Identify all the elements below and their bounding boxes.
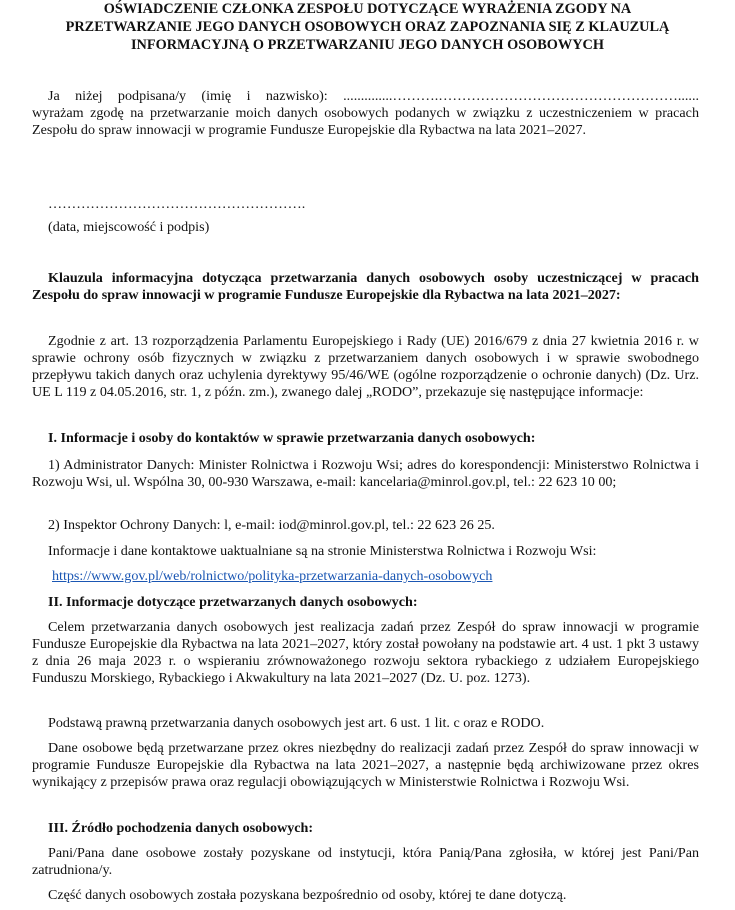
signature-caption: (data, miejscowość i podpis) [48,219,210,235]
section-2-purpose: Celem przetwarzania danych osobowych jest realizacja zadań przez Zespół do spraw innowacji w programie Fundusze Europejskie dla Rybactwa na lata 2021–2027, który został powołany na podstawie art. 4 ust. 1 pkt 3 ustawy z dnia 26 maja 2023 r. o wspieraniu zrównoważonego rozwoju sektora rybackiego z udziałem Europejskiego Funduszu Morskiego, Rybackiego i Akwakultury na lata 2021–2027 (Dz. U. poz. 1273). [32,619,699,686]
section-3-direct-source: Część danych osobowych została pozyskana bezpośrednio od osoby, której te dane dotyczą. [48,887,567,903]
section-1-info: Informacje i dane kontaktowe uaktualniane są na stronie Ministerstwa Rolnictwa i Rozwoju Wsi: [48,543,597,559]
consent-statement: wyrażam zgodę na przetwarzanie moich danych osobowych podanych w związku z uczestniczeniem w pracach Zespołu do spraw innowacji w programie Fundusze Europejskie dla Rybactwa na lata 2021–2027. [32,105,699,138]
document-title [0,0,735,54]
section-1-dpo: 2) Inspektor Ochrony Danych: l, e-mail: iod@minrol.gov.pl, tel.: 22 623 26 25. [48,517,495,533]
section-2-legal-basis: Podstawą prawną przetwarzania danych osobowych jest art. 6 ust. 1 lit. c oraz e RODO. [48,715,545,731]
title-line: PRZETWARZANIE JEGO DANYCH OSOBOWYCH ORAZ ZAPOZNANIA SIĘ Z KLAUZULĄ [65,19,670,35]
section-3-heading: III. Źródło pochodzenia danych osobowych: [48,820,314,836]
section-1-heading: I. Informacje i osoby do kontaktów w sprawie przetwarzania danych osobowych: [48,430,536,446]
section-2-heading: II. Informacje dotyczące przetwarzanych danych osobowych: [48,594,418,610]
title-line: OŚWIADCZENIE CZŁONKA ZESPOŁU DOTYCZĄCE WYRAŻENIA ZGODY NA [103,1,632,17]
privacy-policy-link[interactable]: https://www.gov.pl/web/rolnictwo/polityka-przetwarzania-danych-osobowych [52,568,493,584]
consent-name-line: Ja niżej podpisana/y (imię i nazwisko): ..............……….……………………………………………...... [48,88,699,104]
signature-dots: ………………………………………………. [48,196,306,212]
section-1-administrator: 1) Administrator Danych: Minister Rolnictwa i Rozwoju Wsi; adres do korespondencji: Ministerstwo Rolnictwa i Rozwoju Wsi, ul. Wspólna 30, 00-930 Warszawa, e-mail: kancelaria@minrol.gov.pl, tel.: 22 623 10 00; [32,457,699,490]
clause-heading: Klauzula informacyjna dotycząca przetwarzania danych osobowych osoby uczestniczącej w pracach Zespołu do spraw innowacji w programie Fundusze Europejskie dla Rybactwa na lata 2021–2027: [32,270,699,303]
section-3-source: Pani/Pana dane osobowe zostały pozyskane od instytucji, która Panią/Pana zgłosiła, w której jest Pani/Pan zatrudniona/y. [32,845,699,878]
section-2-retention: Dane osobowe będą przetwarzane przez okres niezbędny do realizacji zadań przez Zespół do spraw innowacji w programie Fundusze Europejskie dla Rybactwa na lata 2021–2027, a następnie będą archiwizowane przez okres wynikający z przepisów prawa oraz regulacji obowiązujących w Ministerstwie Rolnictwa i Rozwoju Wsi. [32,740,699,790]
title-line: INFORMACYJNĄ O PRZETWARZANIU JEGO DANYCH OSOBOWYCH [130,37,604,53]
clause-intro: Zgodnie z art. 13 rozporządzenia Parlamentu Europejskiego i Rady (UE) 2016/679 z dnia 27 kwietnia 2016 r. w sprawie ochrony osób fizycznych w związku z przetwarzaniem danych osobowych i w sprawie swobodnego przepływu takich danych oraz uchylenia dyrektywy 95/46/WE (ogólne rozporządzenie o ochronie danych) (Dz. Urz. UE L 119 z 04.05.2016, str. 1, z późn. zm.), zwanego dalej „RODO”, przekazuje się następujące informacje: [32,333,699,400]
